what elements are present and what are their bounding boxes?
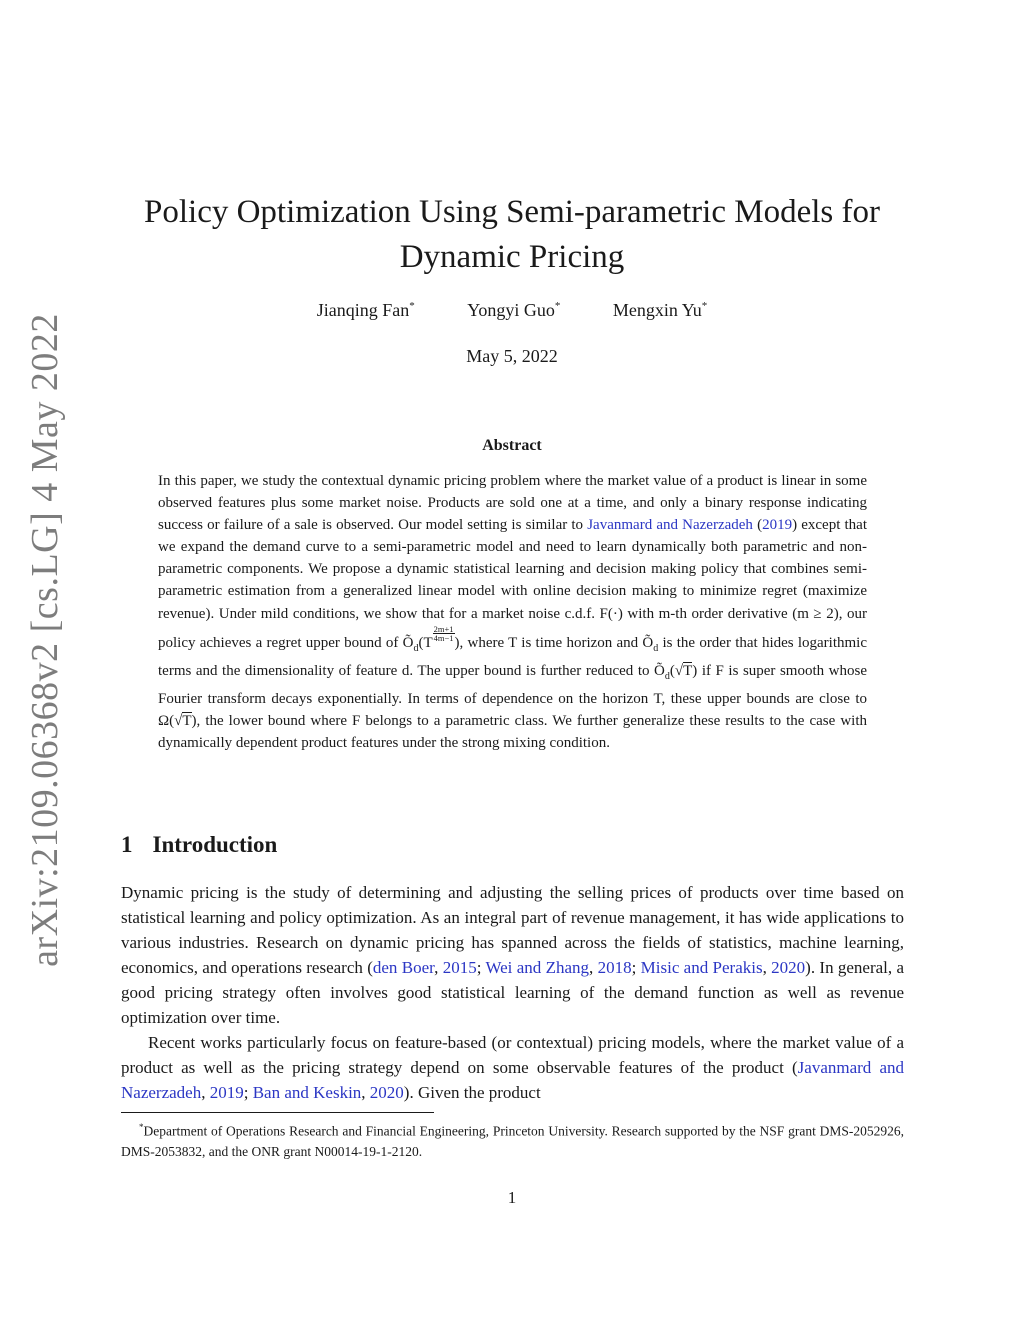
title-line-2: Dynamic Pricing <box>399 239 625 275</box>
exponent-fraction: $\frac{2m+1}{4m-1}$ <box>433 623 454 643</box>
footnote-divider <box>121 1112 434 1113</box>
citation-year-2018[interactable]: 2018 <box>597 958 632 977</box>
intro-paragraph-1: Dynamic pricing is the study of determining and adjusting the selling prices of products over time based on statistical learning and policy optimization. As an integral part of revenue management, it has wide applications to various industries. Research on dynamic pricing has spanned across the fields of statistics, machine learning, economics, and operations research (den Boer, 2015; Wei and Zhang, 2018; Misic and Perakis, 2020). In general, a good pricing strategy often involves good statistical learning of the demand function as well as revenue optimization over time. <box>121 883 905 1027</box>
title-line-1: Policy Optimization Using Semi-parametric Models for <box>144 194 880 230</box>
author-1: Jianqing Fan* <box>316 300 415 320</box>
citation-misic-perakis[interactable]: Misic and Perakis <box>640 958 763 977</box>
citation-javanmard-nazerzadeh[interactable]: Javanmard and Nazerzadeh <box>587 517 753 534</box>
footnote: *Department of Operations Research and Financial Engineering, Princeton University. Research supported by the NSF grant DMS-2052926, DMS-2053832, and the ONR grant N00014-19-1-2120. <box>121 1122 904 1159</box>
citation-year-2020[interactable]: 2020 <box>771 958 806 977</box>
author-2: Yongyi Guo* <box>467 300 561 320</box>
paper-date: May 5, 2022 <box>466 346 558 366</box>
author-list <box>0 300 1024 321</box>
citation-ban-keskin[interactable]: Ban and Keskin <box>252 1083 362 1102</box>
section-heading-introduction: 1 Introduction <box>121 832 278 857</box>
citation-javanmard-nazerzadeh-2[interactable]: Javanmard and Nazerzadeh <box>121 1058 905 1102</box>
page-number: 1 <box>507 1188 517 1207</box>
citation-year-2019-b[interactable]: 2019 <box>209 1083 244 1102</box>
citation-year-2015[interactable]: 2015 <box>442 958 477 977</box>
intro-paragraph-2: Recent works particularly focus on feature-based (or contextual) pricing models, where the market value of a product as well as the pricing strategy depend on some observable features of the product (Javanmard and Nazerzadeh, 2019; Ban and Keskin, 2020). Given the product <box>121 1033 905 1102</box>
abstract-text: In this paper, we study the contextual dynamic pricing problem where the market value of a product is linear in some observed features plus some market noise. Products are sold one at a time, and only a binary response indicating success or failure of a sale is observed. Our model setting is similar to Javanmard and Nazerzadeh (2019) except that we expand the demand curve to a semi-parametric model and need to learn dynamically both parametric and non-parametric components. We propose a dynamic statistical learning and decision making policy that combines semi-parametric estimation from a generalized linear model with online decision making to minimize regret (maximize revenue). Under mild conditions, we show that for a market noise c.d.f. F(·) with m-th order derivative (m ≥ 2), our policy achieves a regret upper bound of $Õ_d(T$ $\frac{2m+1}{4m-1}$ ), where T is time horizon and $Õ_d$ is the order that hides logarithmic terms and the dimensionality of feature d. The upper bound is further reduced to $Õ_d(√T)$ if F is super smooth whose Fourier transform decays exponentially. In terms of dependence on the horizon T, these upper bounds are close to Ω(√T), the lower bound where F belongs to a parametric class. We further generalize these results to the case with dynamically dependent product features under the strong mixing condition. <box>158 473 868 752</box>
citation-wei-zhang[interactable]: Wei and Zhang <box>485 958 590 977</box>
introduction-body <box>121 880 904 1105</box>
citation-year-2020-b[interactable]: 2020 <box>369 1083 404 1102</box>
citation-den-boer[interactable]: den Boer <box>372 958 435 977</box>
arxiv-identifier: arXiv:2109.06368v2 [cs.LG] 4 May 2022 <box>24 313 66 967</box>
citation-year-2019[interactable]: 2019 <box>762 517 793 534</box>
abstract-heading: Abstract <box>482 437 542 454</box>
author-3: Mengxin Yu* <box>612 300 708 320</box>
paper-title <box>0 190 1024 280</box>
